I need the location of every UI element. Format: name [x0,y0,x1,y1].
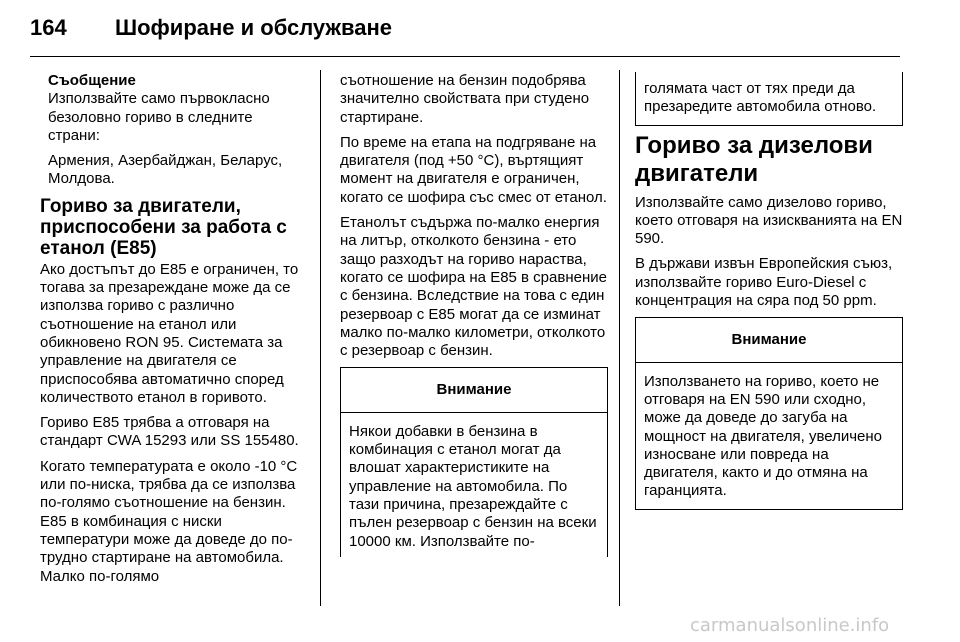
paragraph: Когато температурата е около -10 °C или по-ниска, трябва да се използва по-голямо съотношение на бензин. E85 в комбинация с ниски температури може да доведе до по-трудно стартиране на автомобила. Малко по-голямо [40,457,298,585]
section-heading-e85: Гориво за двигатели, приспособени за работа с етанол (E85) [40,195,287,259]
note-label: Съобщение [48,72,136,89]
column-2 [340,72,608,557]
caution-box-continued [635,72,903,126]
header-rule [30,56,900,57]
column-divider-1 [320,70,321,606]
note-text: Използвайте само първокласно безоловно гориво в следните страни: [48,90,270,144]
column-3 [635,72,903,510]
caution-text: Използването на гориво, което не отговаря на EN 590 или сходно, може да доведе до загуба на мощност на двигателя, увеличено износване или повреда на двигателя, както и до отмяна на гаранцията. [644,372,883,500]
message-note [48,72,308,189]
caution-continued-text: голямата част от тях преди да презаредите автомобила отново. [644,80,877,116]
column-1 [40,72,308,593]
paragraph: Гориво E85 трябва а отговаря на стандарт CWA 15293 или SS 155480. [40,414,299,450]
paragraph: Ако достъпът до E85 е ограничен, то тогава за презареждане може да се използва гориво с различно съотношение на етанол или обикновено RON 95. Системата за управление на двигателя се приспособява автоматично според количеството етанол в горивото. [40,260,299,406]
caution-text: Някои добавки в бензина в комбинация с етанол могат да влошат характеристиките на управление на автомобила. По тази причина, презареждайте с пълен резервоар с бензин на всеки 10000 км. Използвайте по- [349,422,597,550]
page-header [0,0,960,62]
paragraph: В държави извън Европейския съюз, използвайте гориво Euro-Diesel с концентрация на сяра под 50 ppm. [635,255,893,310]
caution-box [635,317,903,509]
note-countries: Армения, Азербайджан, Беларус, Молдова. [48,152,283,188]
paragraph: Използвайте само дизелово гориво, което отговаря на изискванията на EN 590. [635,193,903,248]
caution-title: Внимание [341,368,607,412]
paragraph: съотношение на бензин подобрява значително свойствата при студено стартиране. [340,72,590,126]
caution-box [340,367,608,557]
watermark: carmanualsonline.info [690,615,890,636]
paragraph: Етанолът съдържа по-малко енергия на литър, отколкото бензина - ето защо разходът на гориво нараства, когато се шофира на E85 в сравнение с бензина. Вследствие на това с един резервоар с E85 могат да се изминат малко по-малко километри, отколкото с резервоар с бензин. [340,214,607,360]
column-divider-2 [619,70,620,606]
caution-title: Внимание [636,318,902,362]
page-number: 164 [30,15,67,40]
page-title: Шофиране и обслужване [115,15,393,40]
section-heading-diesel: Гориво за дизелови двигатели [635,131,873,187]
paragraph: По време на етапа на подгряване на двигателя (под +50 °C), въртящият момент на двигателя е ограничен, когато се шофира със смес от етанол. [340,133,607,206]
